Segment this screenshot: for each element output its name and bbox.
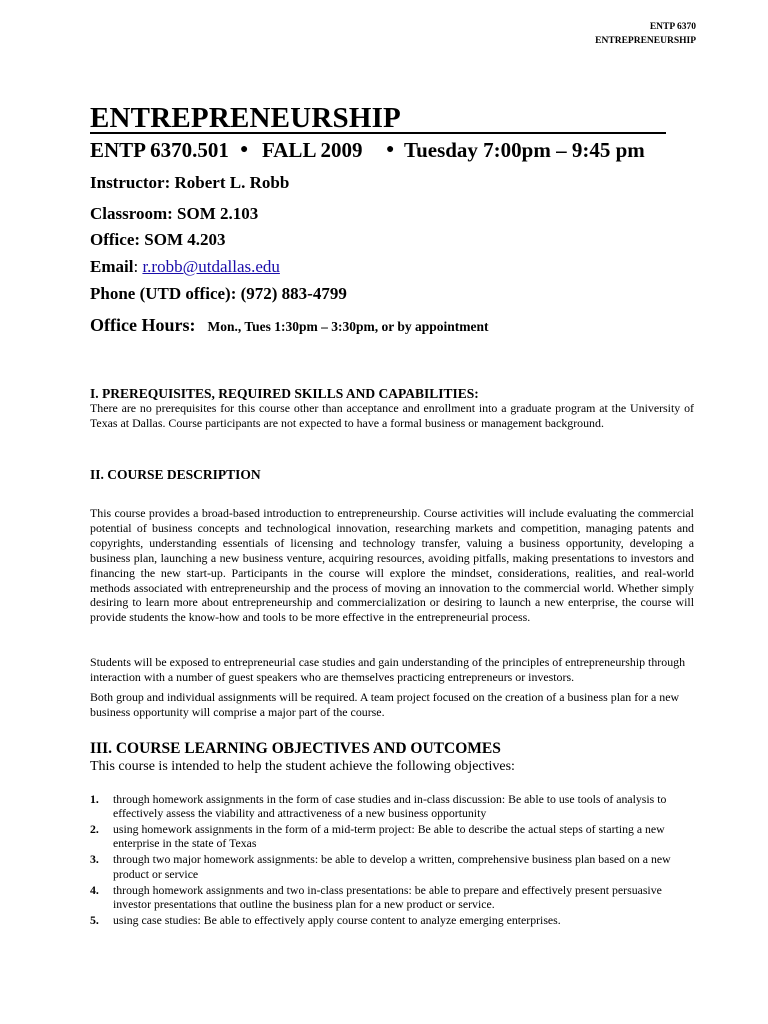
email-separator: :: [133, 257, 143, 276]
objectives-intro: This course is intended to help the student achieve the following objectives:: [90, 759, 515, 774]
section-heading-objectives: III. COURSE LEARNING OBJECTIVES AND OUTCOMES: [90, 740, 501, 757]
office-hours-line: [90, 314, 489, 338]
classroom-line: Classroom: SOM 2.103: [90, 204, 259, 223]
list-item: [90, 792, 702, 821]
page-title: ENTREPRENEURSHIP: [90, 102, 401, 134]
list-item: [90, 822, 702, 851]
objective-text: through homework assignments and two in-class presentations: be able to prepare and effectively present persuasive investor presentations that outline the business plan for a new product or service.: [113, 882, 662, 911]
objective-number: 5.: [90, 912, 99, 927]
list-item: [90, 883, 702, 912]
objective-number: 3.: [90, 852, 99, 867]
course-section: ENTP 6370.501: [90, 138, 229, 162]
objective-text: through two major homework assignments: be able to develop a written, comprehensive business plan based on a new product or service: [113, 852, 671, 881]
objective-text: using case studies: Be able to effectively apply course content to analyze emerging enterprises.: [113, 912, 561, 927]
running-header-code: ENTP 6370: [649, 22, 696, 32]
course-description-paragraph: This course provides a broad-based introduction to entrepreneurship. Course activities will include evaluating the commercial potential of business concepts and technological innovation, researching markets and competition, managing patents and copyrights, understanding essentials of licensing and technology transfer, valuing a business opportunity, developing a business plan, launching a new business venture, acquiring resources, avoiding pitfalls, making presentations to investors and financing the new start-up. Participants in the course will explore the mindset, considerations, realities, and real-world methods associated with entrepreneurship and the process of moving an innovation to the commercial world. Whether simply desiring to learn more about entrepreneurship and commercialization or desiring to launch a new enterprise, the course will provide students the know-how and tools to be more effective in the entrepreneurial process.: [90, 506, 694, 625]
section-heading-course-description: II. COURSE DESCRIPTION: [90, 467, 261, 482]
objective-number: 1.: [90, 792, 99, 806]
objective-number: 2.: [90, 822, 99, 837]
office-hours-label: Office Hours:: [90, 315, 196, 335]
office-line: Office: SOM 4.203: [90, 230, 226, 249]
title-underline: [90, 132, 666, 134]
course-description-paragraph: Students will be exposed to entrepreneurial case studies and gain understanding of the principles of entrepreneurship through interaction with a number of guest speakers who are themselves practicing entrepreneurs or investors.: [90, 655, 686, 684]
bullet-separator: ●: [240, 142, 249, 157]
phone-line: Phone (UTD office): (972) 883-4799: [90, 284, 347, 303]
email-label: Email: [90, 257, 134, 276]
list-item: [90, 852, 702, 881]
running-header: [595, 20, 696, 48]
office-hours-text: Mon., Tues 1:30pm – 3:30pm, or by appointment: [207, 319, 489, 334]
list-item: [90, 913, 702, 927]
prerequisites-text: There are no prerequisites for this course other than acceptance and enrollment into a graduate program at the University of Texas at Dallas. Course participants are not expected to have a formal business or management background.: [90, 401, 694, 430]
objective-text: through homework assignments in the form of case studies and in-class discussion: Be able to use tools of analysis to effectively assess the viability and attractiveness of a new business opportunity: [113, 792, 667, 821]
objective-text: using homework assignments in the form of a mid-term project: Be able to describe the actual steps of starting a new enterprise in the state of Texas: [113, 822, 665, 851]
course-schedule: Tuesday 7:00pm – 9:45 pm: [404, 138, 645, 162]
running-header-name: ENTREPRENEURSHIP: [595, 36, 696, 46]
email-link[interactable]: r.robb@utdallas.edu: [142, 257, 280, 276]
course-term: FALL 2009: [262, 138, 363, 162]
objective-number: 4.: [90, 882, 99, 897]
email-line: [90, 256, 280, 278]
bullet-separator: ●: [386, 142, 395, 157]
section-heading-prerequisites: I. PREREQUISITES, REQUIRED SKILLS AND CAPABILITIES:: [90, 386, 479, 401]
instructor-line: Instructor: Robert L. Robb: [90, 173, 290, 192]
course-description-paragraph: Both group and individual assignments will be required. A team project focused on the creation of a business plan for a new business opportunity will comprise a major part of the course.: [90, 690, 680, 719]
objectives-list: [90, 792, 702, 929]
